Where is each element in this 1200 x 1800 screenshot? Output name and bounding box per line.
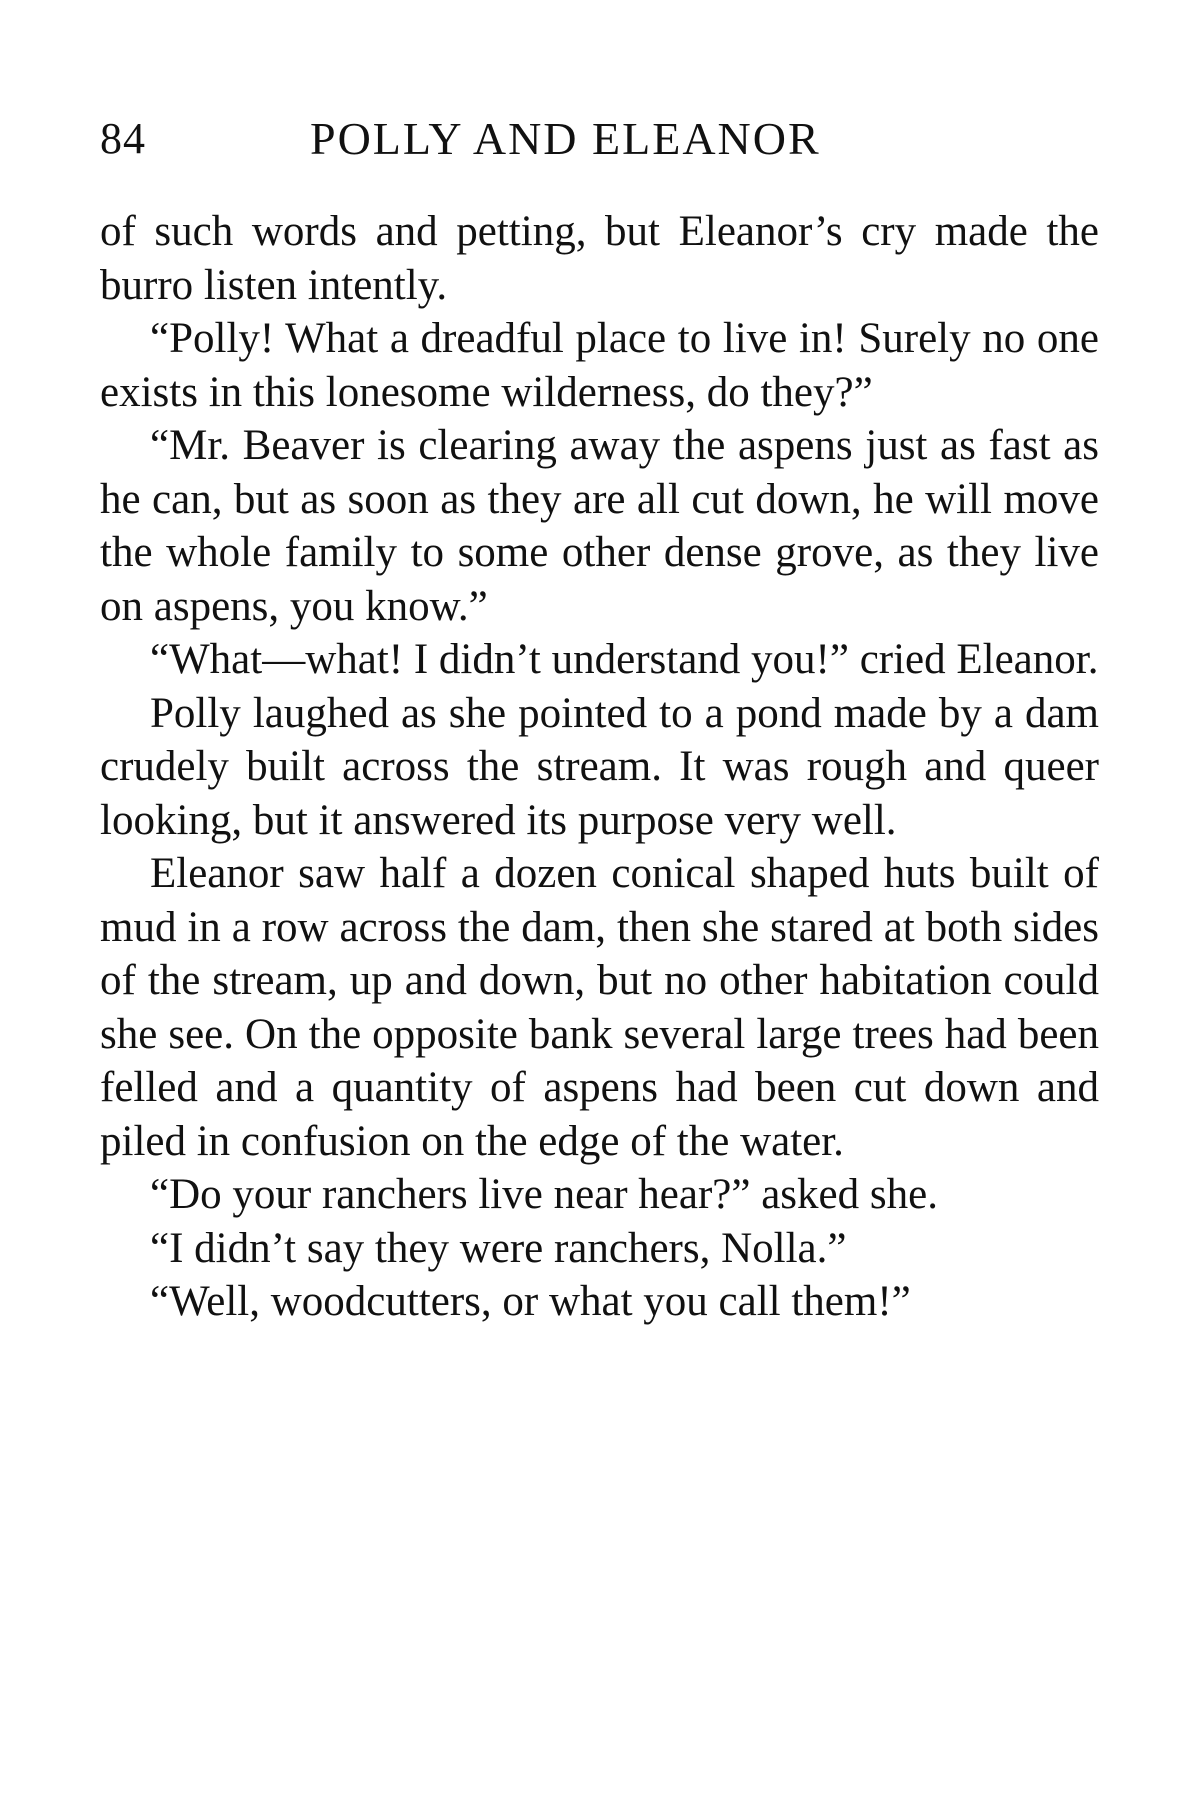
page-number: 84 xyxy=(100,114,146,163)
running-title: POLLY AND ELEANOR xyxy=(310,113,821,164)
paragraph: “Well, woodcutters, or what you call them!” xyxy=(150,1278,911,1325)
body-text xyxy=(100,205,1099,1329)
paragraph: Eleanor saw half a dozen conical shaped huts built of mud in a row across the dam, then she stared at both sides of the stream, up and down, but no other habitation could she see. On the opposite bank several large trees had been felled and a quantity of aspens had been cut down and piled in confusion on the edge of the water. xyxy=(100,850,1099,1165)
paragraph: Polly laughed as she pointed to a pond made by a dam crudely built across the stream. It was rough and queer looking, but it answered its purpose very well. xyxy=(100,689,1099,844)
paragraph: “Mr. Beaver is clearing away the aspens just as fast as he can, but as soon as they are all cut down, he will move the whole family to some other dense grove, as they live on aspens, you know.” xyxy=(100,422,1099,630)
paragraph: “Polly! What a dreadful place to live in! Surely no one exists in this lonesome wilderness, do they?” xyxy=(100,315,1099,416)
page-header xyxy=(100,104,1100,174)
paragraph: “Do your ranchers live near hear?” asked she. xyxy=(150,1171,938,1218)
paragraph: “What—what! I didn’t understand you!” cried Eleanor. xyxy=(150,636,1099,683)
paragraph-continuation: of such words and petting, but Eleanor’s cry made the burro listen intently. xyxy=(100,208,1099,309)
paragraph: “I didn’t say they were ranchers, Nolla.” xyxy=(150,1224,847,1272)
